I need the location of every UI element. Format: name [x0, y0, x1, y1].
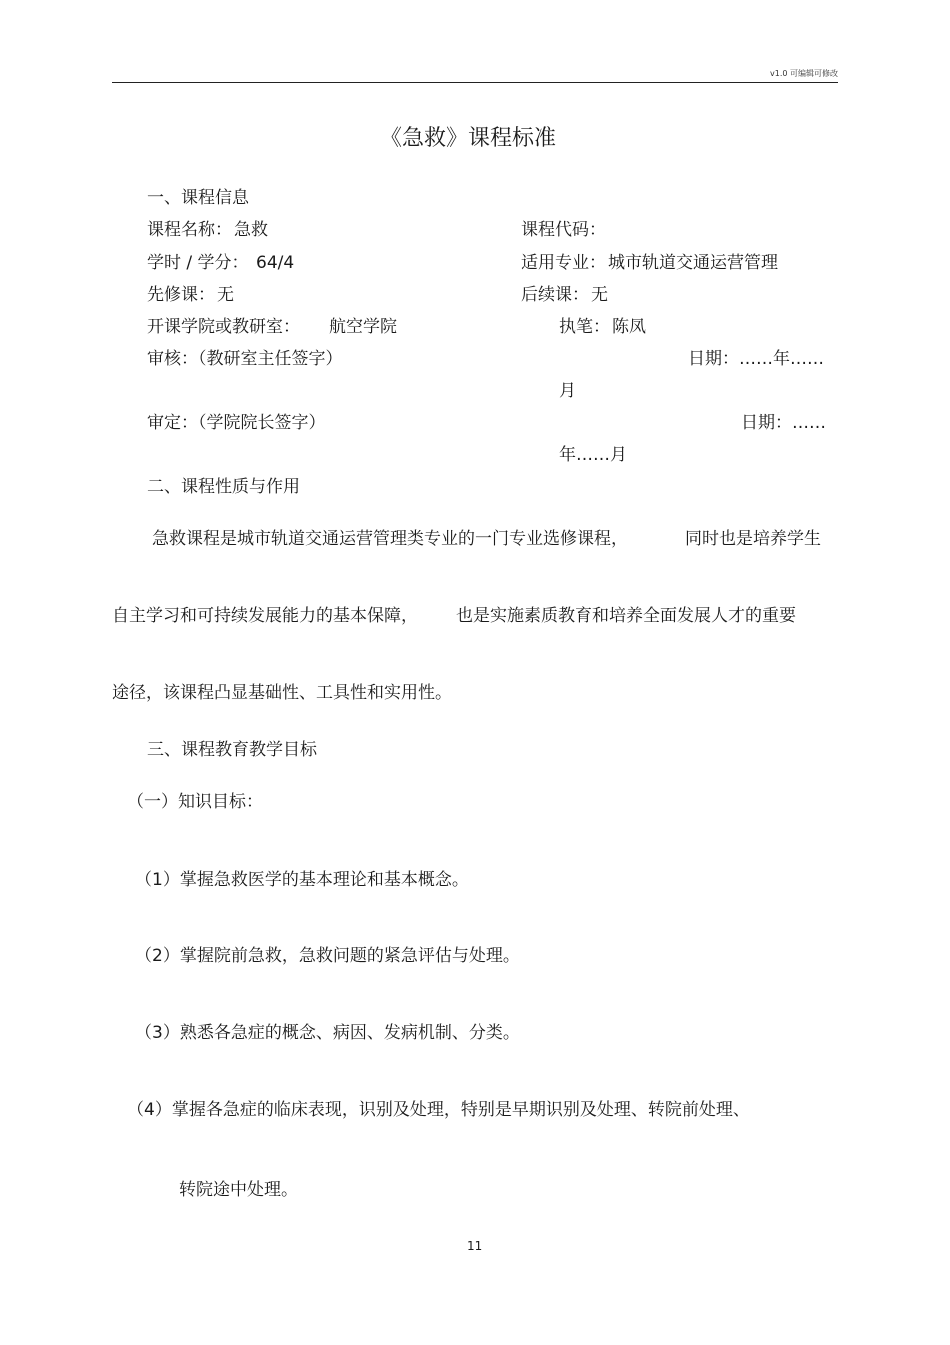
section-heading: 二、课程性质与作用: [147, 477, 300, 497]
paragraph-line: 急救课程是城市轨道交通运营管理类专业的一门专业选修课程，: [152, 529, 628, 549]
list-item: （3）熟悉各急症的概念、病因、发病机制、分类。: [135, 1023, 520, 1043]
prereq-label: 先修课：: [147, 285, 215, 305]
paragraph-line: 同时也是培养学生: [685, 529, 821, 549]
hours-credits-value: 64/4: [256, 253, 295, 273]
followup-value: 无: [591, 285, 608, 305]
list-item: （1）掌握急救医学的基本理论和基本概念。: [135, 870, 469, 890]
section-heading: 三、课程教育教学目标: [147, 740, 317, 760]
course-name-value: 急救: [234, 220, 268, 240]
approve-label: 审定：（学院院长签字）: [147, 413, 326, 433]
author-value: 陈凤: [612, 317, 646, 337]
list-item: （2）掌握院前急救，急救问题的紧急评估与处理。: [135, 946, 520, 966]
author-label: 执笔：: [559, 317, 610, 337]
section-heading: 一、课程信息: [147, 188, 249, 208]
dept-value: 航空学院: [329, 317, 397, 337]
subsection-heading: （一）知识目标：: [127, 792, 263, 812]
course-code-label: 课程代码：: [521, 220, 606, 240]
paragraph-line: 途径，该课程凸显基础性、工具性和实用性。: [112, 683, 452, 703]
prereq-value: 无: [217, 285, 234, 305]
dept-label: 开课学院或教研室：: [147, 317, 300, 337]
list-item-continued: 转院途中处理。: [179, 1180, 298, 1200]
paragraph-line: 也是实施素质教育和培养全面发展人才的重要: [456, 606, 796, 626]
version-note: v1.0 可编辑可修改: [770, 69, 838, 78]
approve-date-month: 年……月: [559, 445, 627, 465]
page-title: 《急救》课程标准: [380, 126, 557, 151]
review-label: 审核：（教研室主任签字）: [147, 349, 343, 369]
followup-label: 后续课：: [521, 285, 589, 305]
page-number: 11: [467, 1239, 483, 1253]
review-date-month: 月: [559, 381, 576, 401]
review-date: 日期：……年……: [688, 349, 824, 369]
major-label: 适用专业：: [521, 253, 606, 273]
list-item: （4）掌握各急症的临床表现，识别及处理，特别是早期识别及处理、转院前处理、: [127, 1100, 750, 1120]
course-name-label: 课程名称：: [147, 220, 232, 240]
paragraph-line: 自主学习和可持续发展能力的基本保障，: [112, 606, 418, 626]
major-value: 城市轨道交通运营管理: [608, 253, 778, 273]
header-rule: [112, 82, 838, 83]
approve-date: 日期：……: [741, 413, 826, 433]
hours-credits-label: 学时 / 学分：: [147, 253, 249, 273]
